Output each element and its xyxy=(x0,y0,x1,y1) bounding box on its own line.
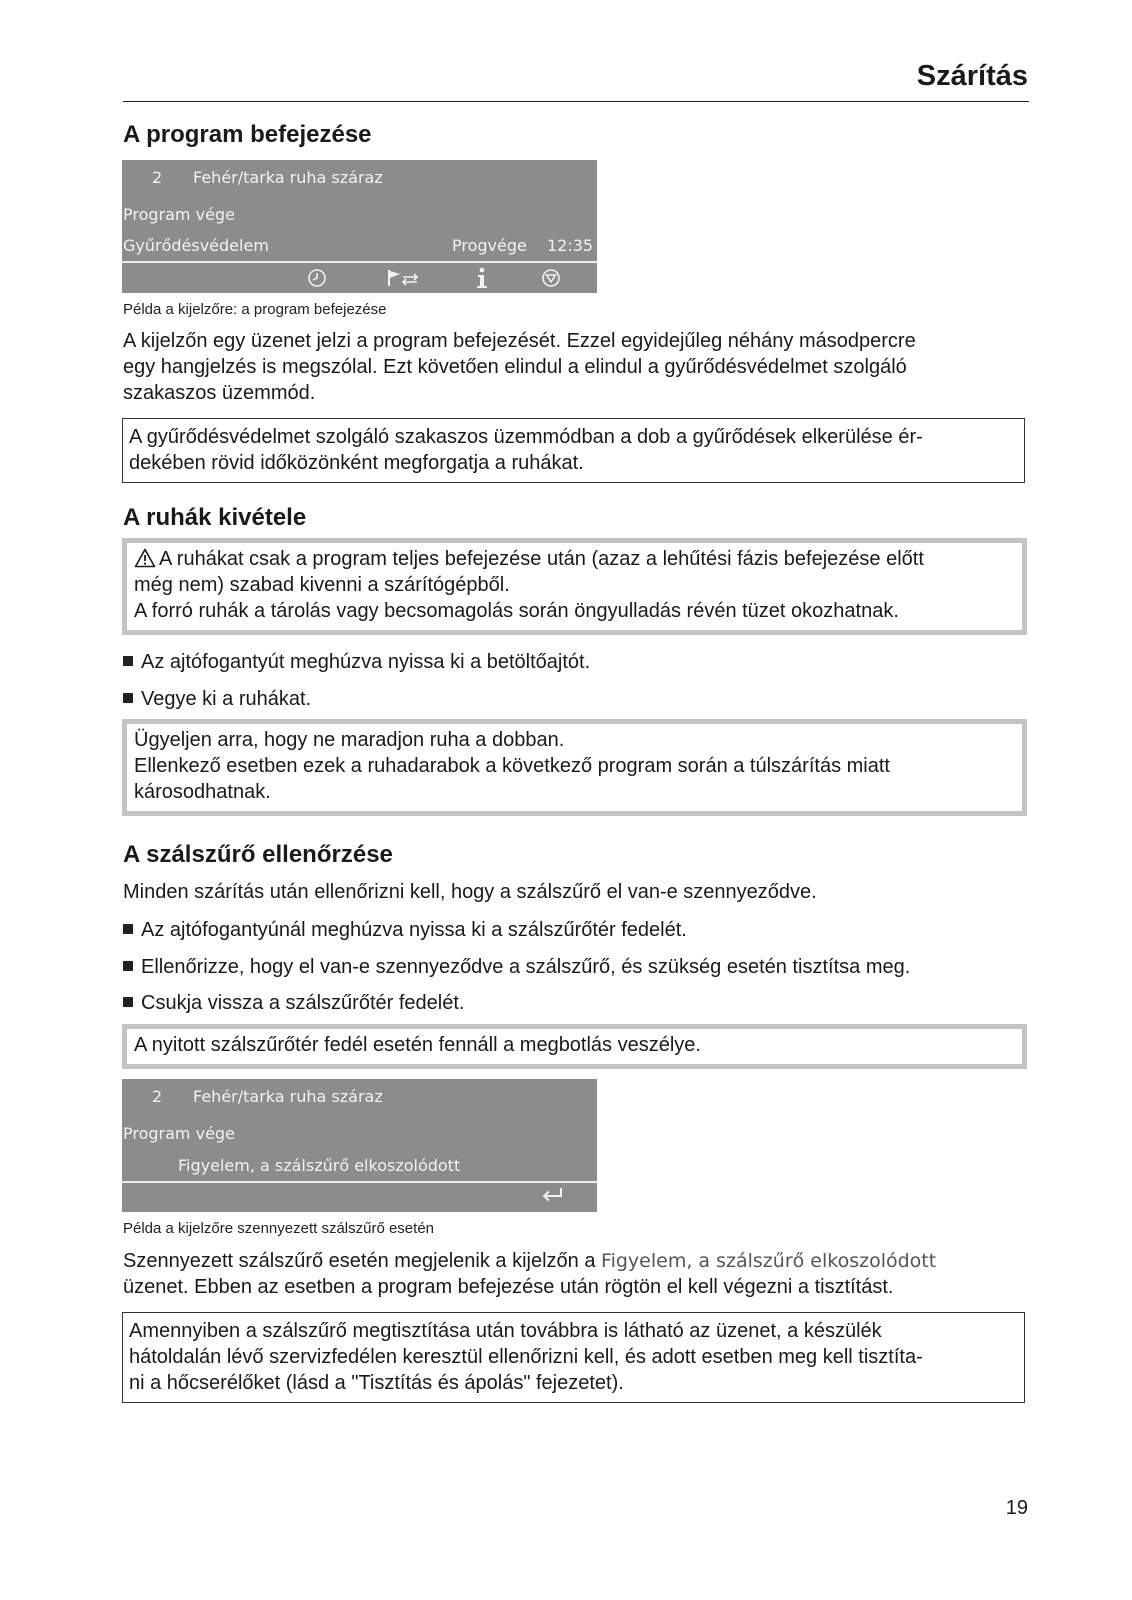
chapter-title: Szárítás xyxy=(916,60,1028,92)
display-time: 12:35 xyxy=(547,236,594,255)
display-program-number: 2 xyxy=(152,168,163,187)
display-program-end xyxy=(122,160,597,293)
text-line: Szennyezett szálszűrő esetén megjelenik a kijelzőn a Figyelem, a szálszűrő elkoszolódott xyxy=(123,1250,937,1272)
bullet-square-icon xyxy=(123,693,133,703)
text-line: Ügyeljen arra, hogy ne maradjon ruha a dobban. xyxy=(134,729,565,751)
display-phase: Gyűrődésvédelem xyxy=(123,236,269,255)
text-line: még nem) szabad kivenni a szárítógépből. xyxy=(134,574,510,596)
down-arrow-circle-icon[interactable] xyxy=(540,267,562,289)
flag-swap-icon[interactable] xyxy=(386,267,422,289)
display-separator xyxy=(122,261,597,263)
list-item: Az ajtófogantyút meghúzva nyissa ki a betöltőajtót. xyxy=(123,649,590,675)
text-line: A ruhákat csak a program teljes befejezése után (azaz a lehűtési fázis befejezése előtt xyxy=(159,548,924,570)
list-item: Csukja vissza a szálszűrőtér fedelét. xyxy=(123,990,464,1016)
note-box-heat-exchanger xyxy=(122,1312,1025,1403)
text-line: hátoldalán lévő szervizfedélen keresztül ellenőrizni kell, és adott esetben meg kell tisztíta- xyxy=(129,1346,923,1368)
paragraph-lint-message xyxy=(123,1248,1029,1300)
warning-box xyxy=(122,538,1027,635)
list-item: Ellenőrizze, hogy el van-e szennyeződve a szálszűrő, és szükség esetén tisztítsa meg. xyxy=(123,954,910,980)
bullet-square-icon xyxy=(123,961,133,971)
list-item: Az ajtófogantyúnál meghúzva nyissa ki a szálszűrőtér fedelét. xyxy=(123,917,687,943)
display-program-number: 2 xyxy=(152,1087,163,1106)
text-line: egy hangjelzés is megszólal. Ezt követően elindul a elindul a gyűrődésvédelmet szolgáló xyxy=(123,356,907,378)
display-status: Program vége xyxy=(123,1124,235,1143)
note-box-trip-hazard xyxy=(122,1024,1027,1069)
display-lint-filter-warning xyxy=(122,1079,597,1212)
display-program-name: Fehér/tarka ruha száraz xyxy=(193,1087,383,1106)
note-box-drum-check xyxy=(122,719,1027,816)
bullet-square-icon xyxy=(123,656,133,666)
section-heading-program-end: A program befejezése xyxy=(123,121,372,148)
display-status: Program vége xyxy=(123,205,235,224)
text-line: Ellenkező esetben ezek a ruhadarabok a következő program során a túlszárítás miatt xyxy=(134,755,890,777)
display-program-name: Fehér/tarka ruha száraz xyxy=(193,168,383,187)
text-line: károsodhatnak. xyxy=(134,781,271,803)
clock-icon[interactable] xyxy=(306,267,328,289)
info-icon[interactable] xyxy=(474,266,490,290)
text-line: üzenet. Ebben az esetben a program befejezése után rögtön el kell végezni a tisztítást. xyxy=(123,1276,894,1298)
text-line: A gyűrődésvédelmet szolgáló szakaszos üzemmódban a dob a gyűrődések elkerülése ér- xyxy=(129,426,923,448)
list-item: Vegye ki a ruhákat. xyxy=(123,686,311,712)
display-end-label: Progvége xyxy=(452,236,527,255)
text-line: A kijelzőn egy üzenet jelzi a program befejezését. Ezzel egyidejűleg néhány másodpercre xyxy=(123,330,916,352)
section-heading-remove-laundry: A ruhák kivétele xyxy=(123,504,307,531)
display-message: Figyelem, a szálszűrő elkoszolódott xyxy=(178,1156,461,1175)
figure-caption: Példa a kijelzőre szennyezett szálszűrő esetén xyxy=(123,1220,435,1237)
text-line: dekében rövid időközönként megforgatja a ruhákat. xyxy=(129,452,584,474)
page-number: 19 xyxy=(1005,1497,1028,1519)
figure-caption: Példa a kijelzőre: a program befejezése xyxy=(123,301,387,318)
header-divider xyxy=(123,101,1029,102)
display-separator xyxy=(122,1181,597,1183)
text-line: A nyitott szálszűrőtér fedél esetén fennáll a megbotlás veszélye. xyxy=(134,1034,701,1056)
text-line: szakaszos üzemmód. xyxy=(123,382,316,404)
text-line: ni a hőcserélőket (lásd a "Tisztítás és ápolás" fejezetet). xyxy=(129,1372,624,1394)
return-arrow-icon[interactable] xyxy=(540,1185,566,1205)
display-text-reference: Figyelem, a szálszűrő elkoszolódott xyxy=(601,1250,937,1272)
bullet-square-icon xyxy=(123,924,133,934)
text-line: A forró ruhák a tárolás vagy becsomagolás során öngyulladás révén tüzet okozhatnak. xyxy=(134,600,899,622)
warning-triangle-icon xyxy=(134,548,156,568)
note-box-crease-protection xyxy=(122,418,1025,483)
text-line: Amennyiben a szálszűrő megtisztítása után továbbra is látható az üzenet, a készülék xyxy=(129,1320,882,1342)
paragraph-program-end xyxy=(123,328,1029,406)
section-heading-lint-filter: A szálszűrő ellenőrzése xyxy=(123,841,393,868)
bullet-square-icon xyxy=(123,997,133,1007)
paragraph-lint-intro: Minden szárítás után ellenőrizni kell, hogy a szálszűrő el van-e szennyeződve. xyxy=(123,881,817,903)
